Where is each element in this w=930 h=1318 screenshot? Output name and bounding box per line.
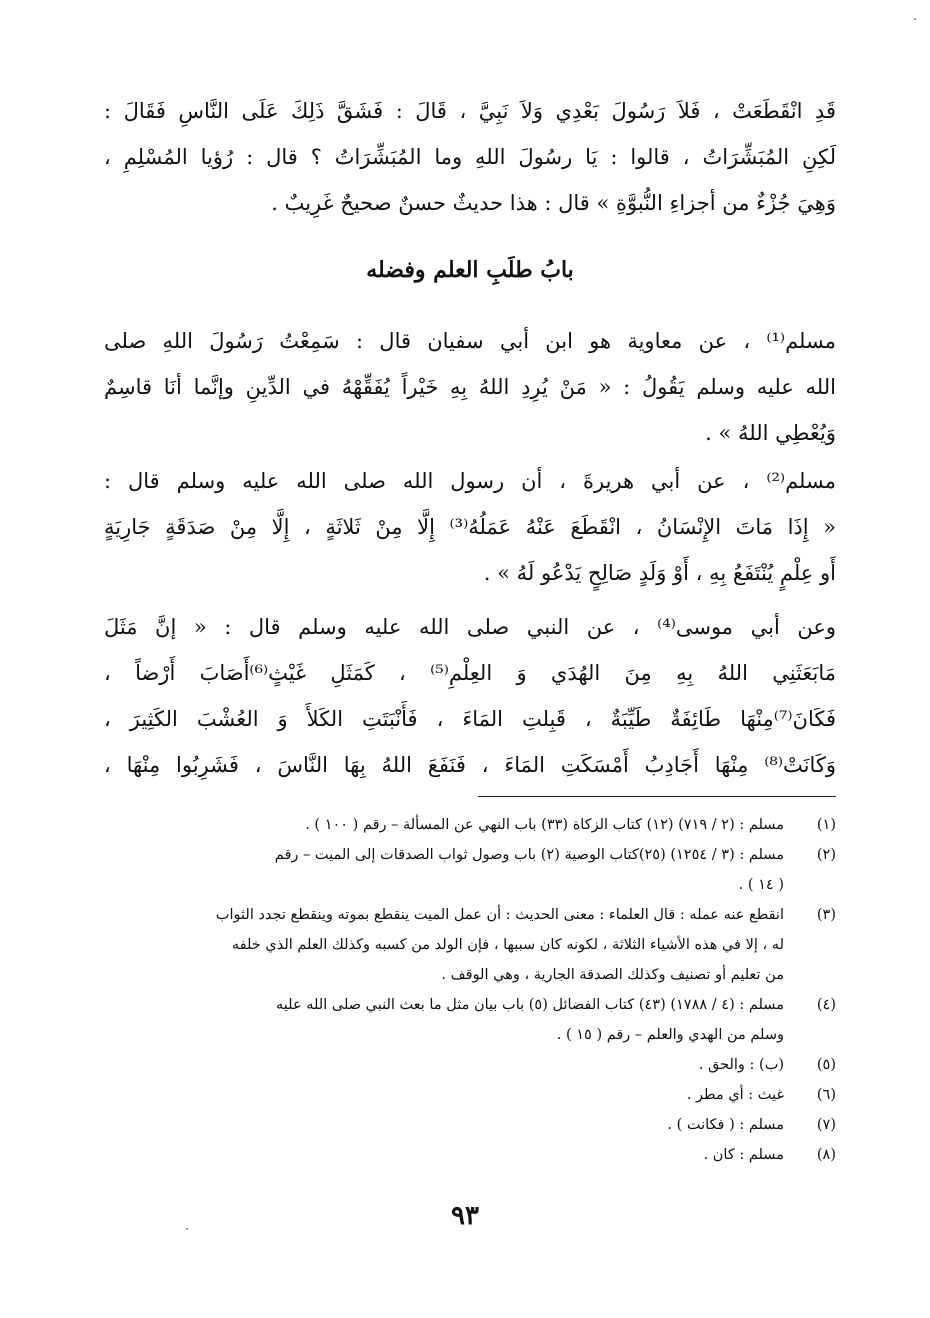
footnote-number: (٧) (816, 1117, 836, 1133)
text-line: الله عليه وسلم يَقُولُ : « مَنْ يُرِدِ اللهُ بِهِ خَيْراً يُفَقِّهْهُ في الدِّينِ وإنَّما أنَا قاسِمٌ (104, 375, 836, 399)
text-line: مسلم⁽¹⁾ ، عن معاوية هو ابن أبي سفيان قال : سَمِعْتُ رَسُولَ اللهِ صلى (104, 329, 836, 353)
scan-speck (914, 18, 916, 20)
continuation-paragraph (104, 88, 836, 226)
footnote-text: مسلم : (٢ / ٧١٩) (١٢) كتاب الزكاة (٣٣) باب النهي عن المسألة – رقم ( ١٠٠ ) . (305, 817, 784, 833)
text-line: « إِذَا مَاتَ الإِنْسَانُ ، انْقَطَعَ عَنْهُ عَمَلُهُ⁽³⁾ إِلَّا مِنْ ثَلاثَةٍ ، إِلَّا مِنْ صَدَقَةٍ جَارِيَةٍ (104, 515, 836, 539)
footnote-number: (٥) (816, 1057, 836, 1073)
scan-speck (186, 1228, 188, 1230)
hadith-paragraph (104, 318, 836, 456)
footnote-text: مسلم : (٣ / ١٢٥٤) (٢٥)كتاب الوصية (٢) باب وصول ثواب الصدقات إلى الميت – رقم (274, 847, 784, 863)
footnote-text: مسلم : (٤ / ١٧٨٨) (٤٣) كتاب الفضائل (٥) باب بيان مثل ما بعث النبي صلى الله عليه (276, 997, 784, 1013)
text-line: لَكِنِ المُبَشِّرَاتُ ، قالوا : يَا رسُولَ اللهِ وما المُبَشِّرَاتُ ؟ قال : رُؤيا المُسْلِمِ ، (104, 145, 836, 169)
footnote (114, 1140, 836, 1170)
footnote-number: (٣) (816, 907, 836, 923)
text-line: قَدِ انْقَطَعَتْ ، فَلاَ رَسُولَ بَعْدِي وَلاَ نَبِيَّ ، قَالَ : فَشَقَّ ذَلِكَ عَلَى النَّاسِ فَقَالَ : (104, 99, 836, 123)
footnote-number: (١) (816, 817, 836, 833)
footnote-number: (٢) (816, 847, 836, 863)
footnote-text: (ب) : والحق . (698, 1057, 784, 1073)
page-number: ٩٣ (451, 1201, 479, 1231)
text-line: فَكَانَ⁽⁷⁾مِنْهَا طَائِفَةٌ طَيِّبَةٌ ، قَبِلتِ المَاءَ ، فَأَنْبَتَتِ الكَلأَ وَ العُشْبَ الكَثِيرَ ، (104, 707, 836, 731)
footnote (114, 990, 836, 1050)
text-line: مسلم⁽²⁾ ، عن أبي هريرةَ ، أن رسول الله صلى الله عليه وسلم قال : (104, 469, 836, 493)
text-line: وَيُعْطِي اللهُ » . (705, 421, 836, 445)
text-line: أَو عِلْمٍ يُنْتَفَعُ بِهِ ، أَوْ وَلَدٍ صَالِحٍ يَدْعُو لَهُ » . (483, 561, 836, 585)
footnote-text: مسلم : كان . (703, 1147, 784, 1163)
text-line: وَهِيَ جُزْءٌ من أجزاءِ النُّبوَّةِ » قال : هذا حديثٌ حسنٌ صحيحٌ غَرِيبٌ . (271, 191, 836, 215)
footnote-text: من تعليم أو تصنيف وكذلك الصدقة الجارية ، وهي الوقف . (441, 967, 784, 983)
text-line: وَكَانَتْ⁽⁸⁾ مِنْهَا أَجَادِبُ أَمْسَكَتِ المَاءَ ، فَنَفَعَ اللهُ بِهَا النَّاسَ ، فَشَرِبُوا مِنْهَا ، (104, 753, 836, 777)
footnote-text: له ، إلا في هذه الأشياء الثلاثة ، لكونه كان سببها ، فإن الولد من كسبه وكذلك العلم الذي خلفه (231, 937, 784, 953)
text-line: وعن أبي موسى⁽⁴⁾ ، عن النبي صلى الله عليه وسلم قال : « إنَّ مَثَلَ (104, 615, 836, 639)
footnote (114, 1110, 836, 1140)
footnote (114, 810, 836, 840)
hadith-paragraph (104, 604, 836, 788)
footnote-text: ( ١٤ ) . (738, 877, 784, 893)
footnote-text: انقطع عنه عمله : قال العلماء : معنى الحديث : أن عمل الميت ينقطع بموته وينقطع تجدد الثواب (215, 907, 784, 923)
footnotes (114, 810, 836, 1170)
footnote-separator (478, 796, 836, 797)
section-heading: بابُ طلَبِ العلم وفضله (366, 257, 574, 283)
hadith-paragraph (104, 458, 836, 596)
footnote (114, 840, 836, 900)
footnote-number: (٨) (816, 1147, 836, 1163)
footnote (114, 900, 836, 990)
footnote-number: (٦) (816, 1087, 836, 1103)
footnote-number: (٤) (816, 997, 836, 1013)
footnote-text: غيث : أي مطر . (686, 1087, 784, 1103)
footnote (114, 1080, 836, 1110)
footnote-text: مسلم : ( فكانت ) . (667, 1117, 784, 1133)
text-line: مَابَعَثَنِي اللهُ بِهِ مِنَ الهُدَي وَ العِلْمِ⁽⁵⁾ ، كَمَثَلِ غَيْثٍ⁽⁶⁾أَصَابَ أَرْضاً ، (104, 661, 836, 685)
footnote (114, 1050, 836, 1080)
footnote-text: وسلم من الهدي والعلم – رقم ( ١٥ ) . (556, 1027, 784, 1043)
